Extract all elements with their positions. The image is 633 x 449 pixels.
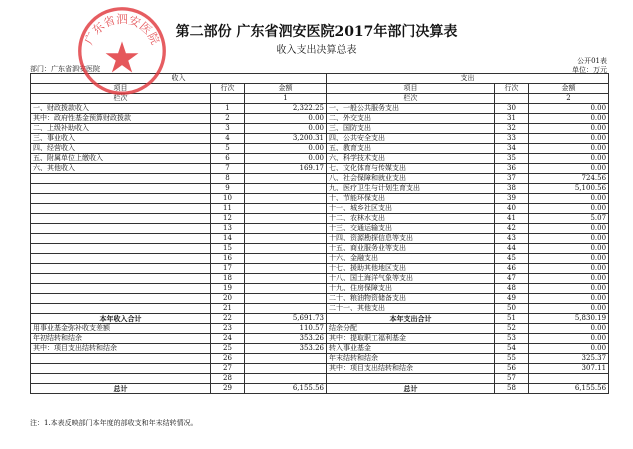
- table-row: [31, 364, 609, 374]
- income-item-cell: [31, 254, 211, 264]
- income-column-label: 栏次: [31, 94, 211, 104]
- income-item-cell: [31, 234, 211, 244]
- income-item-cell: [31, 274, 211, 284]
- table-row: [31, 344, 609, 354]
- expense-row-no-cell: 52: [495, 324, 529, 334]
- income-row-no-cell: 28: [211, 374, 245, 384]
- income-row-no-cell: 26: [211, 354, 245, 364]
- expense-amount-cell: 0.00: [529, 164, 609, 174]
- income-row-no-cell: 19: [211, 284, 245, 294]
- income-item-cell: [31, 364, 211, 374]
- expense-amount-cell: 0.00: [529, 344, 609, 354]
- income-column-blank: [211, 94, 245, 104]
- table-row: [31, 124, 609, 134]
- expense-row-no-cell: 35: [495, 154, 529, 164]
- income-row-no-cell: 11: [211, 204, 245, 214]
- expense-item-cell: 三、国防支出: [327, 124, 495, 134]
- expense-item-cell: [327, 374, 495, 384]
- income-row-no-cell: 8: [211, 174, 245, 184]
- income-item-cell: [31, 204, 211, 214]
- table-row: [31, 384, 609, 394]
- expense-item-header: 项目: [327, 84, 495, 94]
- expense-item-cell: 二十一、其他支出: [327, 304, 495, 314]
- expense-amount-cell: 0.00: [529, 154, 609, 164]
- page-title: 第二部份 广东省泗安医院2017年部门决算表: [175, 24, 458, 40]
- income-row-no-header: 行次: [211, 84, 245, 94]
- income-item-cell: [31, 264, 211, 274]
- expense-row-no-cell: 33: [495, 134, 529, 144]
- income-row-no-cell: 14: [211, 234, 245, 244]
- income-row-no-cell: 10: [211, 194, 245, 204]
- expense-item-cell: 七、文化体育与传媒支出: [327, 164, 495, 174]
- expense-item-cell: 其中：项目支出结转和结余: [327, 364, 495, 374]
- expense-row-no-cell: 54: [495, 344, 529, 354]
- expense-row-no-cell: 44: [495, 244, 529, 254]
- expense-item-cell: 其中：提取职工福利基金: [327, 334, 495, 344]
- unit-label: 单位：万元: [572, 66, 607, 74]
- expense-amount-cell: 307.11: [529, 364, 609, 374]
- expense-row-no-cell: 37: [495, 174, 529, 184]
- table-row: [31, 354, 609, 364]
- expense-item-cell: 年末结转和结余: [327, 354, 495, 364]
- income-amount-cell: 169.17: [245, 164, 327, 174]
- income-item-header: 项目: [31, 84, 211, 94]
- income-row-no-cell: 15: [211, 244, 245, 254]
- expense-amount-cell: 0.00: [529, 124, 609, 134]
- table-row: [31, 274, 609, 284]
- expense-row-no-cell: 32: [495, 124, 529, 134]
- expense-amount-cell: 0.00: [529, 104, 609, 114]
- expense-row-no-cell: 50: [495, 304, 529, 314]
- expense-amount-cell: 5,830.19: [529, 314, 609, 324]
- expense-row-no-cell: 38: [495, 184, 529, 194]
- expense-item-cell: 总计: [327, 384, 495, 394]
- income-amount-cell: [245, 264, 327, 274]
- expense-row-no-header: 行次: [495, 84, 529, 94]
- income-row-no-cell: 7: [211, 164, 245, 174]
- table-row: [31, 164, 609, 174]
- expense-row-no-cell: 43: [495, 234, 529, 244]
- expense-item-cell: 十五、商业服务业等支出: [327, 244, 495, 254]
- income-amount-cell: 0.00: [245, 124, 327, 134]
- income-item-cell: [31, 354, 211, 364]
- form-code: 公开01表: [577, 57, 607, 65]
- income-amount-cell: [245, 244, 327, 254]
- expense-amount-header: 金额: [529, 84, 609, 94]
- expense-row-no-cell: 57: [495, 374, 529, 384]
- expense-row-no-cell: 42: [495, 224, 529, 234]
- page-subtitle: 收入支出决算总表: [276, 45, 357, 56]
- income-item-cell: 本年收入合计: [31, 314, 211, 324]
- expense-amount-cell: 0.00: [529, 294, 609, 304]
- table-row: [31, 114, 609, 124]
- expense-amount-cell: 0.00: [529, 254, 609, 264]
- income-column-number: 1: [245, 94, 327, 104]
- income-row-no-cell: 24: [211, 334, 245, 344]
- income-amount-cell: [245, 354, 327, 364]
- table-row: [31, 284, 609, 294]
- income-amount-cell: 353.26: [245, 334, 327, 344]
- income-amount-cell: [245, 254, 327, 264]
- expense-column-blank: [495, 94, 529, 104]
- expense-item-cell: 十三、交通运输支出: [327, 224, 495, 234]
- expense-row-no-cell: 46: [495, 264, 529, 274]
- expense-item-cell: 十八、国土海洋气象等支出: [327, 274, 495, 284]
- expense-amount-cell: 0.00: [529, 204, 609, 214]
- expense-amount-cell: 5.07: [529, 214, 609, 224]
- expense-amount-cell: 0.00: [529, 284, 609, 294]
- expense-row-no-cell: 51: [495, 314, 529, 324]
- income-item-cell: 五、附属单位上缴收入: [31, 154, 211, 164]
- income-row-no-cell: 4: [211, 134, 245, 144]
- expense-amount-cell: 0.00: [529, 274, 609, 284]
- expense-item-cell: 九、医疗卫生与计划生育支出: [327, 184, 495, 194]
- table-row: [31, 154, 609, 164]
- expense-row-no-cell: 47: [495, 274, 529, 284]
- income-item-cell: 其中：政府性基金预算财政拨款: [31, 114, 211, 124]
- expense-item-cell: 四、公共安全支出: [327, 134, 495, 144]
- income-item-cell: [31, 194, 211, 204]
- income-amount-cell: [245, 374, 327, 384]
- table-row: [31, 134, 609, 144]
- income-amount-cell: 2,322.25: [245, 104, 327, 114]
- income-item-cell: 年初结转和结余: [31, 334, 211, 344]
- expense-row-no-cell: 53: [495, 334, 529, 344]
- income-amount-cell: 0.00: [245, 114, 327, 124]
- expense-row-no-cell: 31: [495, 114, 529, 124]
- table-row: [31, 194, 609, 204]
- expense-item-cell: 转入事业基金: [327, 344, 495, 354]
- expense-item-cell: 十九、住房保障支出: [327, 284, 495, 294]
- table-row: [31, 254, 609, 264]
- income-item-cell: [31, 294, 211, 304]
- table-row: [31, 204, 609, 214]
- income-item-cell: [31, 284, 211, 294]
- expense-row-no-cell: 56: [495, 364, 529, 374]
- income-item-cell: [31, 244, 211, 254]
- table-row: [31, 144, 609, 154]
- income-row-no-cell: 18: [211, 274, 245, 284]
- expense-amount-cell: [529, 374, 609, 384]
- expense-item-cell: 八、社会保障和就业支出: [327, 174, 495, 184]
- table-row: [31, 104, 609, 114]
- income-amount-cell: 6,155.56: [245, 384, 327, 394]
- expense-amount-cell: 724.56: [529, 174, 609, 184]
- income-amount-cell: [245, 194, 327, 204]
- expense-row-no-cell: 45: [495, 254, 529, 264]
- table-row: [31, 214, 609, 224]
- income-item-cell: [31, 184, 211, 194]
- expense-amount-cell: 0.00: [529, 304, 609, 314]
- income-amount-cell: 5,691.73: [245, 314, 327, 324]
- income-amount-cell: [245, 274, 327, 284]
- income-row-no-cell: 16: [211, 254, 245, 264]
- income-row-no-cell: 13: [211, 224, 245, 234]
- income-row-no-cell: 9: [211, 184, 245, 194]
- income-amount-cell: [245, 364, 327, 374]
- income-amount-cell: [245, 234, 327, 244]
- income-row-no-cell: 23: [211, 324, 245, 334]
- seal-text: 广东省泗安医院: [81, 12, 163, 47]
- expense-item-cell: 结余分配: [327, 324, 495, 334]
- expense-item-cell: 十四、资源勘探信息等支出: [327, 234, 495, 244]
- income-section-header: 收入: [31, 74, 327, 84]
- official-seal-icon: [74, 3, 170, 99]
- income-amount-cell: [245, 214, 327, 224]
- expense-amount-cell: 0.00: [529, 324, 609, 334]
- expense-item-cell: 一、一般公共服务支出: [327, 104, 495, 114]
- income-item-cell: [31, 174, 211, 184]
- income-amount-cell: [245, 174, 327, 184]
- expense-amount-cell: 0.00: [529, 264, 609, 274]
- expense-row-no-cell: 30: [495, 104, 529, 114]
- income-amount-cell: 3,200.31: [245, 134, 327, 144]
- income-item-cell: 用事业基金弥补收支差额: [31, 324, 211, 334]
- table-row: [31, 374, 609, 384]
- income-row-no-cell: 6: [211, 154, 245, 164]
- expense-row-no-cell: 55: [495, 354, 529, 364]
- expense-amount-cell: 0.00: [529, 134, 609, 144]
- expense-section-header: 支出: [327, 74, 609, 84]
- expense-item-cell: 十、节能环保支出: [327, 194, 495, 204]
- income-item-cell: 一、财政拨款收入: [31, 104, 211, 114]
- income-row-no-cell: 3: [211, 124, 245, 134]
- income-amount-cell: 0.00: [245, 154, 327, 164]
- table-row: [31, 324, 609, 334]
- expense-row-no-cell: 58: [495, 384, 529, 394]
- income-amount-cell: 0.00: [245, 144, 327, 154]
- table-row: [31, 244, 609, 254]
- table-row: [31, 234, 609, 244]
- income-row-no-cell: 21: [211, 304, 245, 314]
- table-row: [31, 224, 609, 234]
- table-row: [31, 334, 609, 344]
- expense-item-cell: 六、科学技术支出: [327, 154, 495, 164]
- expense-column-number: 2: [529, 94, 609, 104]
- expense-row-no-cell: 39: [495, 194, 529, 204]
- income-row-no-cell: 27: [211, 364, 245, 374]
- income-row-no-cell: 29: [211, 384, 245, 394]
- expense-row-no-cell: 48: [495, 284, 529, 294]
- income-item-cell: [31, 214, 211, 224]
- income-amount-cell: [245, 284, 327, 294]
- table-row: [31, 294, 609, 304]
- income-item-cell: 六、其他收入: [31, 164, 211, 174]
- expense-amount-cell: 0.00: [529, 144, 609, 154]
- income-amount-cell: [245, 294, 327, 304]
- income-row-no-cell: 1: [211, 104, 245, 114]
- department-label: 部门：广东省泗安医院: [30, 65, 100, 73]
- expense-row-no-cell: 41: [495, 214, 529, 224]
- income-amount-header: 金额: [245, 84, 327, 94]
- expense-amount-cell: 0.00: [529, 244, 609, 254]
- footnote: 注：1.本表反映部门本年度的部收支和年末结转情况。: [30, 419, 198, 427]
- income-item-cell: [31, 304, 211, 314]
- expense-row-no-cell: 49: [495, 294, 529, 304]
- expense-row-no-cell: 40: [495, 204, 529, 214]
- income-expense-table: [30, 73, 609, 394]
- expense-amount-cell: 0.00: [529, 224, 609, 234]
- expense-item-cell: 十六、金融支出: [327, 254, 495, 264]
- expense-amount-cell: 325.37: [529, 354, 609, 364]
- income-item-cell: 总计: [31, 384, 211, 394]
- expense-item-cell: 二、外交支出: [327, 114, 495, 124]
- income-row-no-cell: 25: [211, 344, 245, 354]
- income-amount-cell: 110.57: [245, 324, 327, 334]
- expense-item-cell: 十一、城乡社区支出: [327, 204, 495, 214]
- expense-item-cell: 十七、援助其他地区支出: [327, 264, 495, 274]
- expense-item-cell: 本年支出合计: [327, 314, 495, 324]
- income-amount-cell: [245, 224, 327, 234]
- table-row: [31, 174, 609, 184]
- expense-amount-cell: 0.00: [529, 194, 609, 204]
- expense-item-cell: 五、教育支出: [327, 144, 495, 154]
- expense-amount-cell: 0.00: [529, 234, 609, 244]
- income-amount-cell: [245, 304, 327, 314]
- income-row-no-cell: 22: [211, 314, 245, 324]
- income-item-cell: [31, 224, 211, 234]
- income-row-no-cell: 17: [211, 264, 245, 274]
- expense-amount-cell: 0.00: [529, 114, 609, 124]
- expense-item-cell: 二十、粮油物资储备支出: [327, 294, 495, 304]
- income-row-no-cell: 2: [211, 114, 245, 124]
- expense-row-no-cell: 36: [495, 164, 529, 174]
- income-row-no-cell: 5: [211, 144, 245, 154]
- income-amount-cell: [245, 204, 327, 214]
- income-item-cell: 三、事业收入: [31, 134, 211, 144]
- expense-amount-cell: 6,155.56: [529, 384, 609, 394]
- income-amount-cell: 353.26: [245, 344, 327, 354]
- expense-column-label: 栏次: [327, 94, 495, 104]
- income-amount-cell: [245, 184, 327, 194]
- income-row-no-cell: 12: [211, 214, 245, 224]
- income-row-no-cell: 20: [211, 294, 245, 304]
- expense-amount-cell: 0.00: [529, 334, 609, 344]
- table-row: [31, 264, 609, 274]
- expense-amount-cell: 5,100.56: [529, 184, 609, 194]
- expense-item-cell: 十二、农林水支出: [327, 214, 495, 224]
- expense-row-no-cell: 34: [495, 144, 529, 154]
- income-item-cell: 其中：项目支出结转和结余: [31, 344, 211, 354]
- table-row: [31, 314, 609, 324]
- income-item-cell: 二、上级补助收入: [31, 124, 211, 134]
- income-item-cell: [31, 374, 211, 384]
- table-row: [31, 304, 609, 314]
- income-item-cell: 四、经营收入: [31, 144, 211, 154]
- table-row: [31, 184, 609, 194]
